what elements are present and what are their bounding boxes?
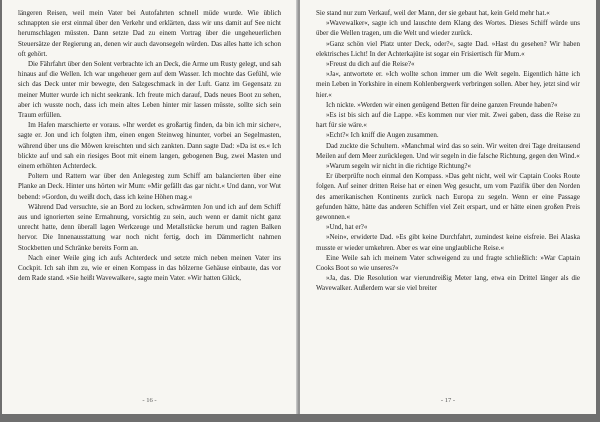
right-paragraph-2: »Wavewalker«, sagte ich und lauschte dem Klang des Wortes. Dieses Schiff würde uns über die Wellen tragen, um die Welt und wieder zurück. [316,19,580,38]
right-paragraph-14: Eine Weile sah ich meinem Vater schweigend zu und fragte schließlich: »War Captain Cooks Boot so wie unseres?« [316,253,580,273]
right-page-text [316,8,580,388]
left-page-number: - 16 - [142,397,157,404]
right-paragraph-7: »Es ist bis sich auf die Lappe. »Es kommen nur vier mit. Zwei gaben, dass die Reise zu hart für sie wäre.« [316,111,580,130]
left-paragraph-2: Die Fährfahrt über den Solent verbrachte ich an Deck, die Arme um Rusty gelegt, und sah hinaus auf die Wellen. Ich war ungeheuer gern auf dem Wasser. Ich mochte das Gefühl, wie sich das Deck unter mir bewegte, den Salzgeschmack in der Luft. Ganz im Gegensatz zu meiner Mutter wurde ich nicht seekrank. Ich freute mich darauf, Dads neues Boot zu sehen, aber ich wusste noch, dass ich mein altes Leben hinter mir lassen müsste, sollte sich sein Traum erfüllen. [18,60,281,120]
right-paragraph-10: »Warum segeln wir nicht in die richtige Richtung?« [326,162,472,171]
right-paragraph-6: Ich nickte. »Werden wir einen genügend Betten für deine ganzen Freunde haben?« [326,100,558,109]
left-paragraph-5: Während Dad versuchte, sie an Bord zu locken, schwärmten Jon und ich auf dem Schiff aus und ignorierten seine Ermahnung, vorsichtig zu sein, auch wenn er damit nicht ganz unrecht hatte, denn überall lagen Werkzeuge und Metallstücke herum und ragten Balken hervor. Die Innenausstattung war noch nicht fertig, doch im Dämmerlicht nahmen Stockbetten und Schränke bereits Form an. [18,202,281,252]
right-paragraph-4: »Freust du dich auf die Reise?« [326,60,415,69]
right-paragraph-13: »Nein«, erwiderte Dad. »Es gibt keine Durchfahrt, zumindest keine eisfreie. Bei Alaska musste er wieder umkehren. Aber es war eine unglaubliche Reise.« [316,233,580,252]
right-paragraph-9: Dad zuckte die Schultern. »Manchmal wird das so sein. Wir weiten drei Tage dreitausend Meilen auf dem Meer zurücklegen. Und wir segeln in die falsche Richtung, gegen den Wind.« [316,141,580,160]
right-paragraph-11: Er überprüfte noch einmal den Kompass. »Das geht nicht, weil wir Captain Cooks Route folgen. Auf seiner dritten Reise hat er einen Weg gesucht, um vom Pazifik über den Norden des amerikanischen Kontinents zurück nach Europa zu segeln. Wenn er eine Passage gefunden hätte, hätte das anderen Schiffen viel Zeit erspart, und er hätte einen großen Preis gewonnen.« [316,172,580,222]
left-paragraph-1: längeren Reisen, weil mein Vater bei Autofahrten schnell müde wurde. Wie üblich schnappten sie erst einmal über den Verkehr und erklärten, dass wir uns damit auf See nicht herumschlagen müssten. Dann setzte Dad zu einem Vortrag über die ungeheuerlichen Steuersätze der Regierung an, denen wir auch davonsegeln würden. Das alles hatte ich schon oft gehört. [18,9,281,58]
left-paragraph-4: Poltern und Rattern war über den Anlegesteg zum Schiff am balancierten über eine Planke an Deck. Hinter uns hörten wir Mum: »Mir gefällt das gar nicht.« Und dann, vor Wut bebend: »Gordon, du weißt doch, dass ich keine Höhen mag.« [18,172,281,201]
right-paragraph-3: »Ganz schön viel Platz unter Deck, oder?«, sagte Dad. »Hast du gesehen? Wir haben elektrisches Licht! In der Achterkajüte ist sogar ein Frisiertisch für Mum.« [316,39,580,58]
left-page [2,0,298,414]
left-paragraph-6: Nach einer Weile ging ich aufs Achterdeck und setzte mich neben meinen Vater ins Cockpit. Ich sah ihm zu, wie er einen Kompass in das hölzerne Gehäuse einbaute, das vor dem Rade stand. »Sie heißt Wavewalker«, sagte mein Vater. »Wir hatten Glück, [18,253,281,283]
right-paragraph-12: »Und, hat er?« [326,223,368,232]
right-paragraph-8: »Echt?« Ich kniff die Augen zusammen. [326,131,439,140]
left-paragraph-3: Im Hafen marschierte er voraus. »Ihr werdet es großartig finden, da bin ich mir sicher«, sagte er. Jon und ich folgten ihm, einen engen Steinweg hinunter, vorbei an Segelmasten, während über uns die Möwen kreischten und sich zankten. Dann sagte Dad: »Da ist es.« Ich blickte auf und sah ein riesiges Boot mit einem langen, gebogenen Bug, zwei Masten und einem erhöhten Achterdeck. [18,121,281,171]
right-paragraph-1: Sie stand nur zum Verkauf, weil der Mann, der sie gebaut hat, kein Geld mehr hat.« [316,9,550,17]
right-page [300,0,596,414]
right-paragraph-5: »Ja«, antwortete er. »Ich wollte schon immer um die Welt segeln. Eigentlich hätte ich mein Leben in Yorkshire in einem Kohlenbergwerk verbringen sollen. Aber hey, jetzt sind wir hier.« [316,70,580,99]
right-page-number: - 17 - [440,397,456,404]
left-page-text [18,8,281,388]
right-paragraph-15: »Ja, das. Die Resolution war vierundreißig Meter lang, etwa ein Drittel länger als die Wavewalker. Außerdem war sie viel breiter [316,274,580,293]
